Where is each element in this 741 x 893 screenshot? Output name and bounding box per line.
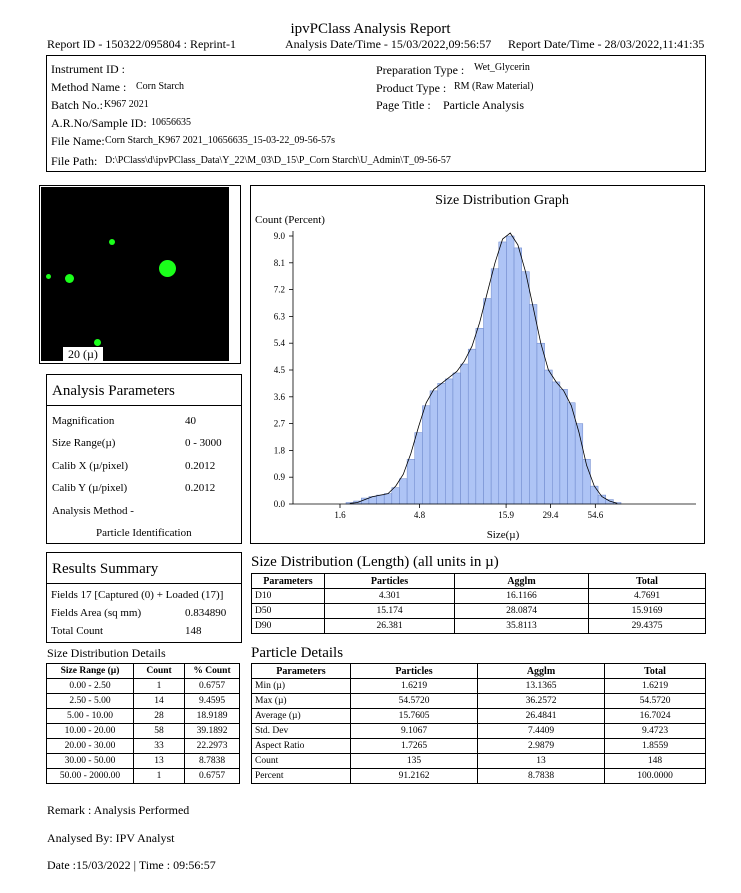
histogram-bar [499,242,507,504]
histogram-bar [407,459,415,504]
table-cell: 13 [478,754,605,769]
table-cell: 7.4409 [478,724,605,739]
param-label: Size Range(µ) [52,437,116,449]
table-cell: 1.6219 [605,679,706,694]
x-tick-label: 4.8 [413,510,426,520]
size-distribution-details-table [46,663,240,784]
table-cell: 54.5720 [605,694,706,709]
y-tick-label: 6.3 [273,311,285,322]
y-tick-label: 1.8 [273,445,285,456]
table-cell: 15.9169 [589,604,706,619]
particle-dot [109,239,115,245]
table-row [47,679,240,694]
table-cell: 0.6757 [185,679,240,694]
y-tick-label: 7.2 [273,284,285,295]
histogram-bar [399,479,407,504]
param-label: Magnification [52,415,115,427]
table-header: Agglm [478,664,605,679]
table-cell: 54.5720 [351,694,478,709]
table-cell: Count [252,754,351,769]
histogram-bar [514,248,522,504]
table-header: % Count [185,664,240,679]
histogram-bar [453,373,461,504]
particle-dot [65,274,74,283]
table-row [47,769,240,784]
remark: Remark : Analysis Performed [47,803,190,817]
particle-dot [94,339,101,346]
particle-details-table [251,663,706,784]
micrograph-image [41,187,229,361]
size-distribution-length-title: Size Distribution (Length) (all units in µ) [251,554,499,570]
table-cell: 50.00 - 2000.00 [47,769,134,784]
size-distribution-details-title: Size Distribution Details [47,646,166,660]
report-datetime: Report Date/Time - 28/03/2022,11:41:35 [508,37,705,51]
histogram-bar [575,424,583,504]
analysis-parameters-panel [46,374,242,544]
x-tick-label: 29.4 [542,510,559,520]
page-title-label: Page Title : [376,98,431,112]
fields-area-value: 0.834890 [185,607,227,619]
method-value: Corn Starch [136,81,185,92]
table-cell: 5.00 - 10.00 [47,709,134,724]
table-cell: 15.7605 [351,709,478,724]
table-cell: 0.6757 [185,769,240,784]
particle-dot [46,274,51,279]
param-value: 0.2012 [185,460,216,472]
table-cell: 16.7024 [605,709,706,724]
table-cell: 1.7265 [351,739,478,754]
y-tick-label: 0.0 [273,499,285,509]
particle-dot [159,260,176,277]
instrument-label: Instrument ID : [51,62,125,76]
product-label: Product Type : [376,81,447,95]
total-count-label: Total Count [51,625,104,637]
param-value: 0 - 3000 [185,437,222,449]
size-distribution-chart [251,186,704,543]
table-cell: 1 [134,769,185,784]
histogram-bar [484,299,492,504]
analysed-by: Analysed By: IPV Analyst [47,831,175,845]
table-cell: 20.00 - 30.00 [47,739,134,754]
histogram-bar [422,406,430,504]
table-row [252,709,706,724]
table-cell: 91.2162 [351,769,478,784]
table-header: Particles [325,574,455,589]
table-cell: D50 [252,604,325,619]
arno-value: 10656635 [151,117,191,128]
report-title: ipvPClass Analysis Report [290,21,451,37]
chart-xlabel: Size(µ) [486,529,520,541]
batch-value: K967 2021 [104,99,149,110]
table-cell: 28.0874 [455,604,589,619]
analysis-datetime: Analysis Date/Time - 15/03/2022,09:56:57 [285,37,492,51]
table-row [252,619,706,634]
histogram-bar [468,349,476,504]
table-cell: Average (µ) [252,709,351,724]
table-cell: 2.50 - 5.00 [47,694,134,709]
table-cell: D10 [252,589,325,604]
table-row [252,604,706,619]
histogram-bar [430,391,438,504]
method-label: Method Name : [51,80,127,94]
table-cell: 58 [134,724,185,739]
table-cell: 9.1067 [351,724,478,739]
x-tick-label: 15.9 [498,510,514,520]
table-cell: 16.1166 [455,589,589,604]
batch-label: Batch No.: [51,98,103,112]
analysis-parameters-title: Analysis Parameters [52,383,175,399]
table-cell: 8.7838 [478,769,605,784]
table-cell: Aspect Ratio [252,739,351,754]
y-tick-label: 9.0 [273,231,285,241]
filepath-label: File Path: [51,154,98,168]
table-cell: 13.1365 [478,679,605,694]
table-cell: 148 [605,754,706,769]
table-cell: 39.1892 [185,724,240,739]
histogram-bar [590,486,598,504]
scale-label: 20 (µ) [63,347,103,361]
histogram-bar [361,498,369,504]
divider [47,405,241,406]
param-value: 40 [185,415,196,427]
table-cell: 9.4595 [185,694,240,709]
table-cell: 26.4841 [478,709,605,724]
table-cell: 135 [351,754,478,769]
table-row [252,589,706,604]
histogram-bar [560,389,568,504]
y-tick-label: 3.6 [273,391,285,402]
table-cell: 9.4723 [605,724,706,739]
table-cell: 1 [134,679,185,694]
x-tick-label: 1.6 [334,510,346,520]
y-tick-label: 5.4 [273,338,285,349]
table-row [47,694,240,709]
histogram-bar [392,488,400,504]
histogram-bar [438,383,446,504]
histogram-bar [537,343,545,504]
analysis-method-value: Particle Identification [96,527,192,539]
histogram-bar [552,382,560,504]
table-cell: 10.00 - 20.00 [47,724,134,739]
results-summary-title: Results Summary [52,561,159,577]
y-tick-label: 0.9 [273,472,285,483]
particle-details-title: Particle Details [251,645,344,661]
table-cell: Std. Dev [252,724,351,739]
table-header: Agglm [455,574,589,589]
table-cell: 30.00 - 50.00 [47,754,134,769]
page-title-value: Particle Analysis [443,98,524,112]
total-count-value: 148 [185,625,202,637]
table-header: Parameters [252,664,351,679]
table-cell: 4.301 [325,589,455,604]
table-cell: 15.174 [325,604,455,619]
table-cell: 0.00 - 2.50 [47,679,134,694]
table-cell: Percent [252,769,351,784]
histogram-bar [476,328,484,504]
y-tick-label: 4.5 [273,365,285,375]
x-tick-label: 54.6 [587,510,604,520]
histogram-bar [377,495,385,504]
table-cell: Max (µ) [252,694,351,709]
table-cell: 36.2572 [478,694,605,709]
table-header: Particles [351,664,478,679]
table-cell: D90 [252,619,325,634]
table-cell: 18.9189 [185,709,240,724]
y-tick-label: 8.1 [273,257,285,268]
fields-info: Fields 17 [Captured (0) + Loaded (17)] [51,589,224,601]
table-cell: 29.4375 [589,619,706,634]
table-cell: 8.7838 [185,754,240,769]
filename-value: Corn Starch_K967 2021_10656635_15-03-22_09-56-57s [105,135,335,146]
histogram-bar [529,304,537,504]
histogram-bar [445,379,453,504]
param-label: Calib X (µ/pixel) [52,460,128,472]
table-cell: 26.381 [325,619,455,634]
prep-label: Preparation Type : [376,63,465,77]
analysis-method-label: Analysis Method - [52,505,134,517]
table-header: Parameters [252,574,325,589]
histogram-bar [415,433,423,504]
table-row [47,724,240,739]
table-row [252,754,706,769]
table-header: Size Range (µ) [47,664,134,679]
table-cell: 2.9879 [478,739,605,754]
table-cell: Min (µ) [252,679,351,694]
histogram-bar [506,236,514,504]
table-row [252,679,706,694]
histogram-bar [545,370,553,504]
histogram-bar [522,272,530,504]
table-row [47,754,240,769]
table-cell: 28 [134,709,185,724]
filename-label: File Name: [51,134,105,148]
filepath-value: D:\PClass\d\ipvPClass_Data\Y_22\M_03\D_15\P_Corn Starch\U_Admin\T_09-56-57 [105,155,451,166]
table-cell: 35.8113 [455,619,589,634]
chart-title: Size Distribution Graph [435,193,569,208]
table-row [47,739,240,754]
table-row [252,769,706,784]
chart-ylabel: Count (Percent) [255,214,325,226]
size-distribution-length-table [251,573,706,634]
results-summary-panel [46,552,242,643]
histogram-bar [384,494,392,504]
param-value: 0.2012 [185,482,216,494]
product-value: RM (Raw Material) [454,81,534,92]
footer-datetime: Date :15/03/2022 | Time : 09:56:57 [47,858,216,872]
table-cell: 14 [134,694,185,709]
table-header: Total [589,574,706,589]
table-cell: 33 [134,739,185,754]
micrograph-frame [39,185,241,364]
table-cell: 1.6219 [351,679,478,694]
table-row [252,739,706,754]
divider [47,583,241,584]
table-row [252,694,706,709]
histogram-bar [461,364,469,504]
table-cell: 4.7691 [589,589,706,604]
table-cell: 13 [134,754,185,769]
table-cell: 22.2973 [185,739,240,754]
table-cell: 100.0000 [605,769,706,784]
y-tick-label: 2.7 [273,418,285,429]
fields-area-label: Fields Area (sq mm) [51,607,142,619]
table-row [47,709,240,724]
histogram-bar [568,403,576,504]
histogram-bar [491,269,499,504]
table-header: Count [134,664,185,679]
param-label: Calib Y (µ/pixel) [52,482,128,494]
arno-label: A.R.No/Sample ID: [51,116,147,130]
size-distribution-graph-panel [250,185,705,544]
prep-value: Wet_Glycerin [474,62,530,73]
table-cell: 1.8559 [605,739,706,754]
table-row [252,724,706,739]
info-panel [46,55,706,172]
table-header: Total [605,664,706,679]
report-id: Report ID - 150322/095804 : Reprint-1 [47,37,236,51]
